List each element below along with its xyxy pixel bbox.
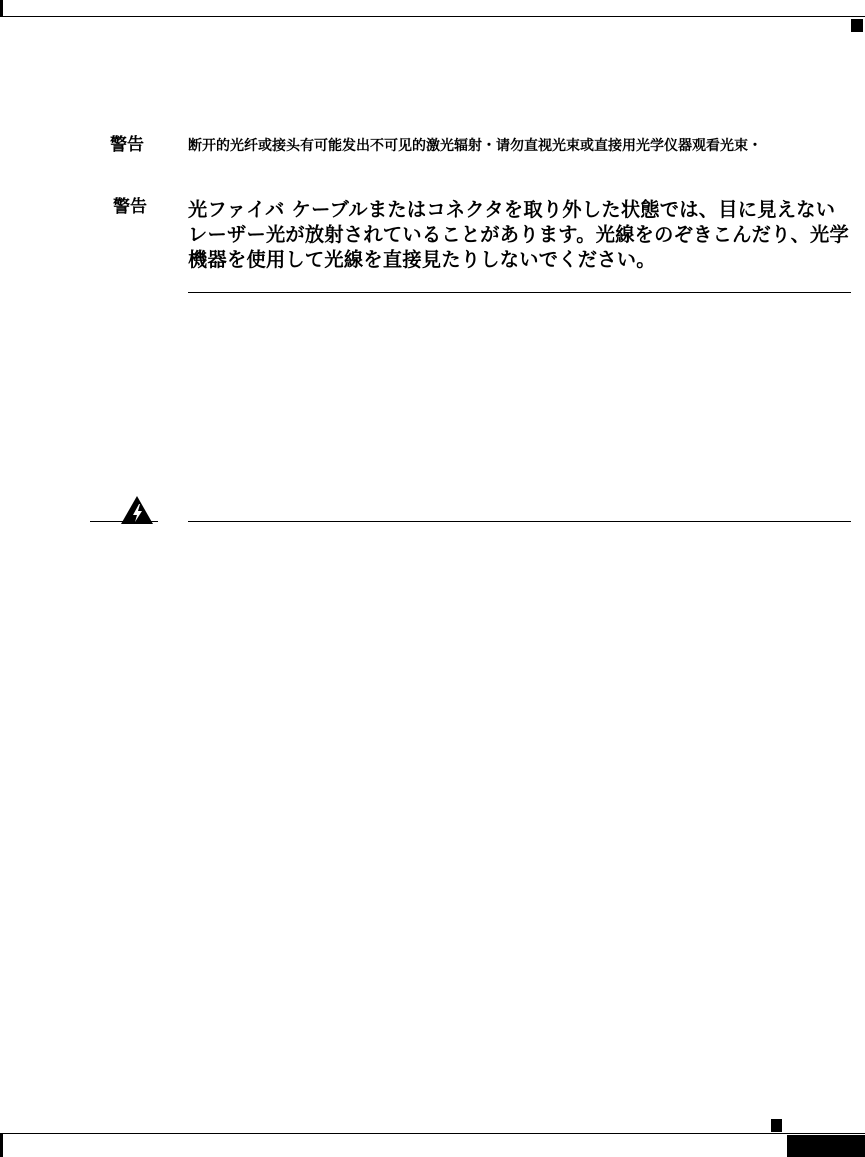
header-rule bbox=[0, 16, 865, 17]
header-left-tick bbox=[0, 0, 3, 17]
warning-text-chinese: 断开的光纤或接头有可能发出不可见的激光辐射・请勿直视光束或直接用光学仪器观看光束・ bbox=[188, 138, 762, 154]
footer-marker bbox=[771, 1119, 782, 1132]
footer-left-tick bbox=[0, 1133, 3, 1157]
warning-label-chinese: 警告 bbox=[110, 135, 144, 155]
warning-triangle-icon bbox=[120, 495, 154, 525]
warning-text-japanese: 光ファイバ ケーブルまたはコネクタを取り外した状態では、目に見えないレーザー光が放射されていることがあります。光線をのぞきこんだり、光学機器を使用して光線を直接見たりしないでください。 bbox=[188, 198, 850, 271]
warning-section-divider bbox=[188, 292, 851, 293]
header-corner-marker bbox=[851, 19, 863, 32]
warning-divider-rule bbox=[188, 521, 851, 522]
footer-rule bbox=[0, 1133, 865, 1134]
footer-page-tab bbox=[787, 1135, 865, 1157]
warning-label-japanese: 警告 bbox=[113, 197, 147, 217]
